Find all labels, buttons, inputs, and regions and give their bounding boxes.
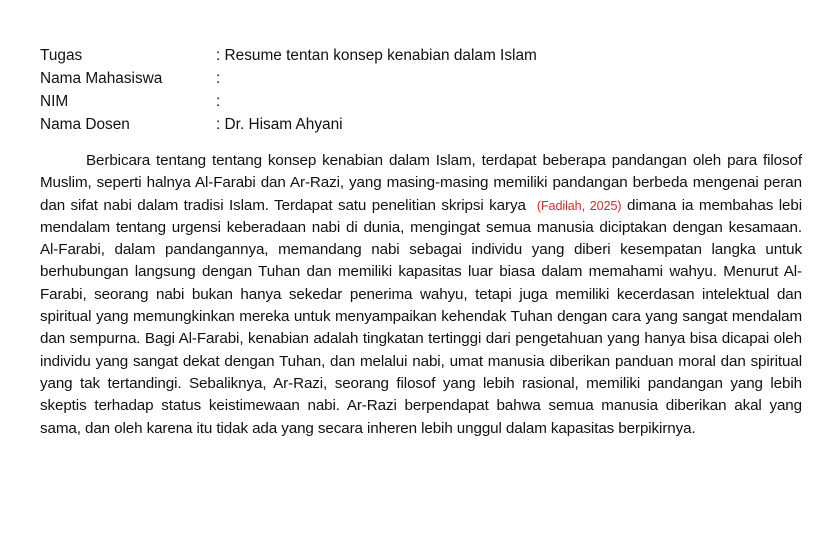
student-name-value: : <box>216 70 221 87</box>
student-name-label: Nama Mahasiswa <box>40 70 163 87</box>
assignment-header <box>40 44 802 136</box>
header-row-student-name <box>40 67 802 90</box>
student-id-value: : <box>216 93 221 110</box>
header-row-lecturer <box>40 113 802 136</box>
header-row-task <box>40 44 802 67</box>
paragraph-text-before-citation: Berbicara tentang tentang konsep kenabian dalam Islam, terdapat beberapa pandangan oleh para filosof Muslim, seperti halnya Al-Farabi dan Ar-Razi, yang masing-masing memiliki pandangan berbeda mengenai peran dan sifat nabi dalam tradisi Islam. Terdapat satu penelitian skripsi karya <box>40 152 802 214</box>
task-label: Tugas <box>40 47 83 64</box>
lecturer-value: : Dr. Hisam Ahyani <box>216 116 343 133</box>
student-id-label: NIM <box>40 93 69 110</box>
body-paragraph <box>40 150 802 440</box>
paragraph-text-after-citation: dimana ia membahas lebi mendalam tentang urgensi keberadaan nabi di dunia, mengingat semua manusia diciptakan dengan kesamaan. Al-Farabi, dalam pandangannya, memandang nabi sebagai individu yang diberi kesempatan langka untuk berhubungan langsung dengan Tuhan dan memiliki kapasitas luar biasa dalam memahami wahyu. Menurut Al-Farabi, seorang nabi bukan hanya sekedar penerima wahyu, tetapi juga memiliki kecerdasan intelektual dan spiritual yang memungkinkan mereka untuk menyampaikan kehendak Tuhan dengan cara yang sangat mendalam dan sempurna. Bagi Al-Farabi, kenabian adalah tingkatan tertinggi dari pengetahuan yang hanya bisa dicapai oleh individu yang sangat dekat dengan Tuhan, dan melalui nabi, umat manusia diberikan panduan moral dan spiritual yang tak tertandingi. Sebaliknya, Ar-Razi, seorang filosof yang lebih rasional, memiliki pandangan yang lebih skeptis terhadap status keistimewaan nabi. Ar-Razi berpendapat bahwa semua manusia diberikan akal yang sama, dan oleh karena itu tidak ada yang secara inheren lebih unggul dalam kapasitas berpikirnya. <box>40 196 802 437</box>
header-row-student-id <box>40 90 802 113</box>
task-value: : Resume tentan konsep kenabian dalam Islam <box>216 47 537 64</box>
citation-link[interactable]: (Fadilah, 2025) <box>536 198 622 213</box>
document-page <box>40 44 802 455</box>
lecturer-label: Nama Dosen <box>40 116 130 133</box>
